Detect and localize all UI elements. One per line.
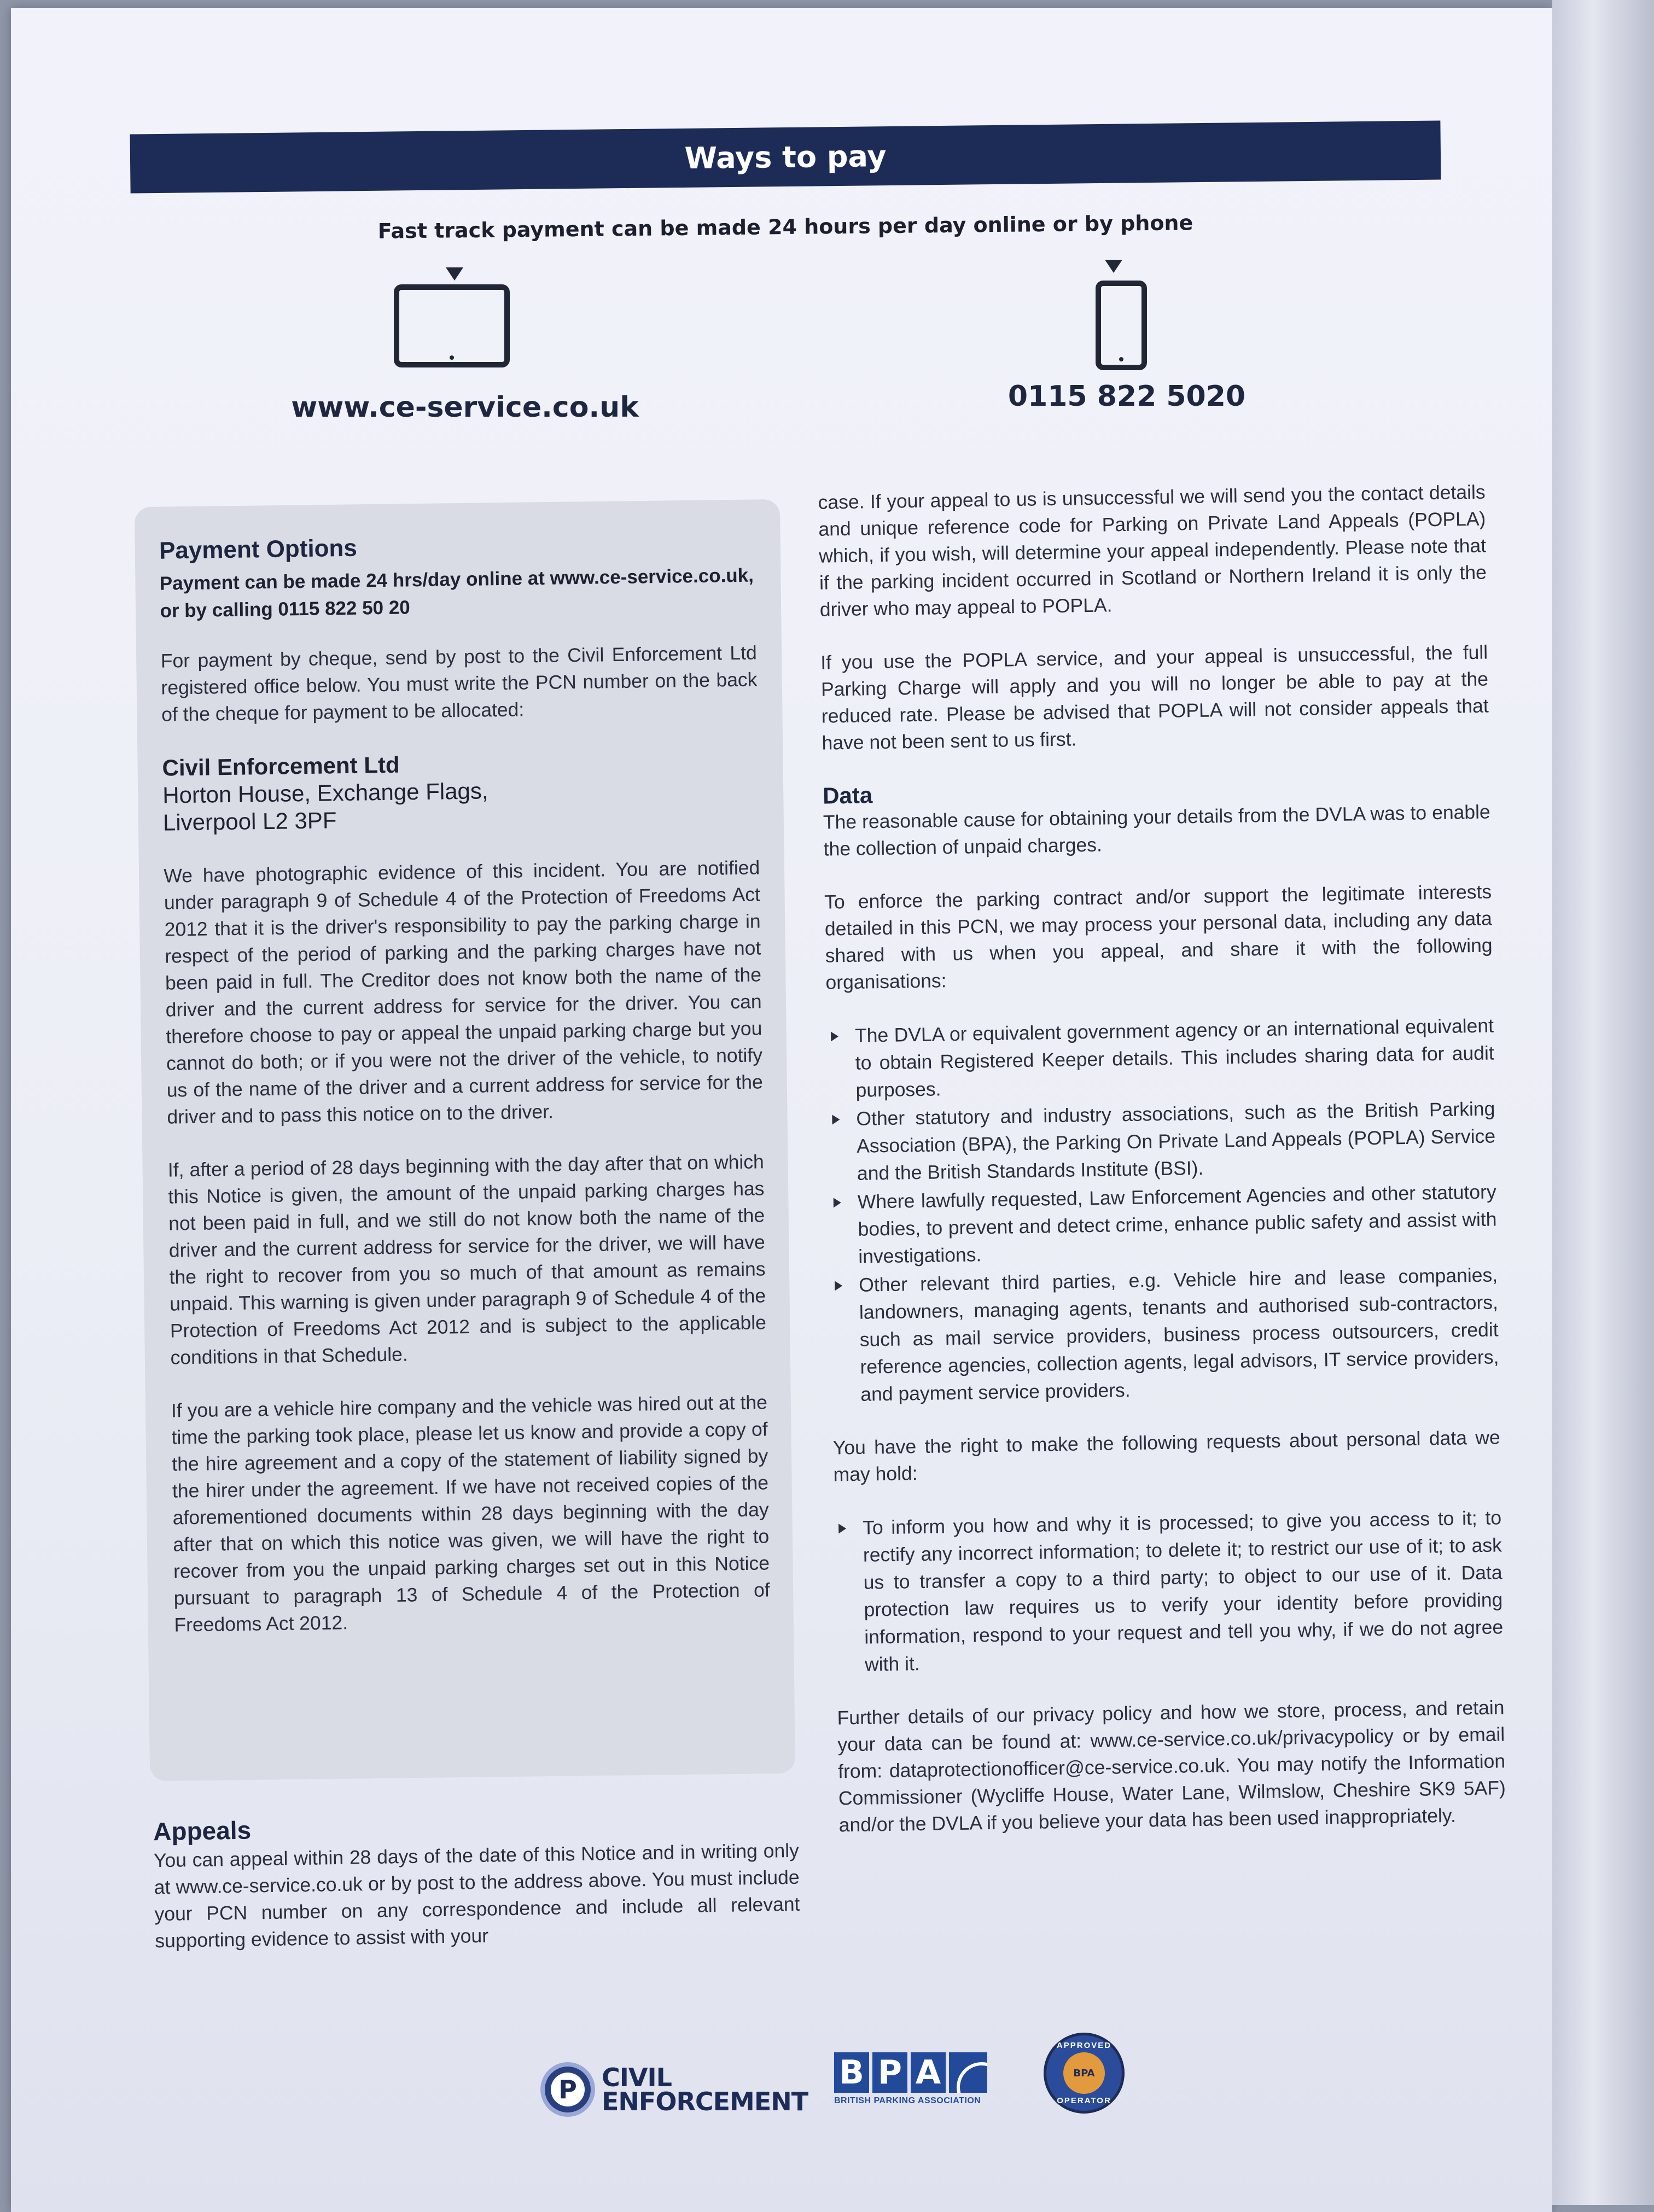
popla-paragraph: If you use the POPLA service, and your appeal is unsuccessful, the full Parking Charge will apply and you will no longer be able to pay at the reduced rate. Please be advised that POPLA will not consider appeals that have not been sent to us first. (820, 641, 1489, 754)
data-enforce: To enforce the parking contract and/or support the legitimate interests detailed in this PCN, we may process your personal data, including any data shared with us when you appeal, and share it with the following organisations: (824, 880, 1493, 994)
data-heading: Data (822, 782, 873, 809)
logo-line-2: ENFORCEMENT (602, 2087, 808, 2116)
left-column (159, 529, 771, 1665)
bpa-letter: P (872, 2052, 907, 2093)
address-line-2: Liverpool L2 3PF (162, 807, 337, 836)
phone-number: 0115 822 5020 (1007, 380, 1246, 413)
appeal-continued: case. If your appeal to us is unsuccessful we will send you the contact details and unique reference code for Parking on Private Land Appeals (POPLA) which, if you wish, will determine your appeal independently. Please note that if the parking incident occurred in Scotland or Northern Ireland it is only the driver who may appeal to POPLA. (818, 481, 1487, 621)
badge-center: BPA (1063, 2052, 1105, 2094)
hire-company-paragraph: If you are a vehicle hire company and the vehicle was hired out at the time the parking took place, please let us know and provide a copy of the hire agreement and a copy of the statement of liability signed by the hirer under the agreement. If we have not received copies of the aforementioned documents within 28 days beginning with the day after that on which this notice was given, we will have the right to recover from you the unpaid parking charges set out in this Notice pursuant to paragraph 13 of Schedule 4 of the Protection of Freedoms Act 2012. (171, 1391, 770, 1636)
right-column (818, 479, 1506, 1865)
logo-line-1: CIVIL (602, 2063, 672, 2092)
appeals-text: You can appeal within 28 days of the date of this Notice and in writing only at www.ce-service.co.uk or by post to the address above. You must include your PCN number on any correspondence and include all relevant supporting evidence to assist with your (153, 1839, 800, 1952)
address-line-1: Horton House, Exchange Flags, (162, 778, 488, 808)
tablet-icon (394, 284, 510, 367)
rights-intro: You have the right to make the following requests about personal data we may hold: (832, 1426, 1501, 1486)
bpa-logo (834, 2052, 987, 2106)
list-item: Other statutory and industry associations, such as the British Parking Association (BPA), the Parking On Private Land Appeals (POPLA) Service and the British Standards Institute (BSI). (828, 1095, 1496, 1187)
organisations-list (826, 1012, 1500, 1408)
company-name: Civil Enforcement Ltd (162, 751, 400, 781)
cheque-instructions: For payment by cheque, send by post to the Civil Enforcement Ltd registered office below. You must write the PCN number on the back of the cheque for payment to be allocated: (160, 641, 758, 726)
list-item: Where lawfully requested, Law Enforcement Agencies and other statutory bodies, to prevent and detect crime, enhance public safety and assist with investigations. (829, 1178, 1497, 1270)
down-arrow-icon (446, 267, 463, 281)
payment-lead: Payment can be made 24 hrs/day online at www.ce-service.co.uk, or by calling 0115 822 50 20 (159, 564, 754, 622)
appeals-section (153, 1807, 801, 1981)
down-arrow-icon (1105, 260, 1122, 273)
payment-options-heading: Payment Options (159, 534, 358, 564)
parking-p-icon: P (540, 2062, 595, 2117)
approved-operator-badge: APPROVED BPA OPERATOR (1044, 2033, 1125, 2114)
list-item: Other relevant third parties, e.g. Vehicle hire and lease companies, landowners, managing agents, tenants and authorised sub-contractors, such as mail service providers, business process outsourcers, credit reference agencies, collection agents, legal advisors, IT service providers, and payment service providers. (830, 1261, 1500, 1408)
appeals-heading: Appeals (153, 1816, 252, 1846)
document-page (11, 8, 1552, 2212)
rights-list (834, 1504, 1504, 1678)
ways-to-pay-banner (130, 120, 1441, 193)
mobile-phone-icon (1096, 281, 1147, 370)
privacy-paragraph: Further details of our privacy policy and how we store, process, and retain your data can be found at: www.ce-service.co.uk/privacypolicy or by email from: dataprotectionofficer@ce-service.co.uk. You may notify the Information Commissioner (Wycliffe House, Water Lane, Wilmslow, Cheshire SK9 5AF) and/or the DVLA if you believe your data has been used inappropriately. (837, 1696, 1506, 1836)
fast-track-text: Fast track payment can be made 24 hours per day online or by phone (377, 211, 1193, 243)
bpa-swoosh-icon (949, 2052, 987, 2093)
warning-paragraph: If, after a period of 28 days beginning with the day after that on which this Notice is given, the amount of the unpaid parking charges has not been paid in full, and we still do not know both the name of the driver and the current address for service for the driver, we will have the right to recover from you so much of that amount as remains unpaid. This warning is given under paragraph 9 of Schedule 4 of the Protection of Freedoms Act 2012 and is subject to the applicable conditions in that Schedule. (167, 1151, 767, 1369)
website-url: www.ce-service.co.uk (291, 391, 639, 424)
registered-address (162, 746, 759, 836)
evidence-paragraph: We have photographic evidence of this incident. You are notified under paragraph 9 of Schedule 4 of the Protection of Freedoms Act 2012 that it is the driver's responsibility to pay the parking charge in respect of the period of parking and the parking charges have not been paid in full. The Creditor does not know both the name of the driver and the current address for service for the driver. You can therefore choose to pay or appeal the unpaid parking charge but you cannot do both; or if you were not the driver of the vehicle, to notify us of the name of the driver and a current address for service for the driver and to pass this notice on to the driver. (164, 856, 763, 1128)
bpa-subtitle: BRITISH PARKING ASSOCIATION (834, 2096, 981, 2105)
bpa-letter: A (911, 2052, 946, 2093)
list-item: To inform you how and why it is processed; to give you access to it; to rectify any incorrect information; to delete it; to restrict our use of it; to ask us to transfer a copy to a third party; to object to our use of it. Data protection law requires us to verify your identity before providing information, respond to your request and tell you why, if we do not agree with it. (834, 1504, 1504, 1678)
civil-enforcement-logo (540, 2062, 808, 2117)
page-stack-edge (1552, 0, 1654, 2205)
bpa-letter: B (834, 2052, 869, 2093)
list-item: The DVLA or equivalent government agency or an international equivalent to obtain Registered Keeper details. This includes sharing data for audit purposes. (826, 1012, 1495, 1104)
data-cause: The reasonable cause for obtaining your details from the DVLA was to enable the collection of unpaid charges. (823, 801, 1491, 860)
banner-title: Ways to pay (684, 138, 887, 176)
